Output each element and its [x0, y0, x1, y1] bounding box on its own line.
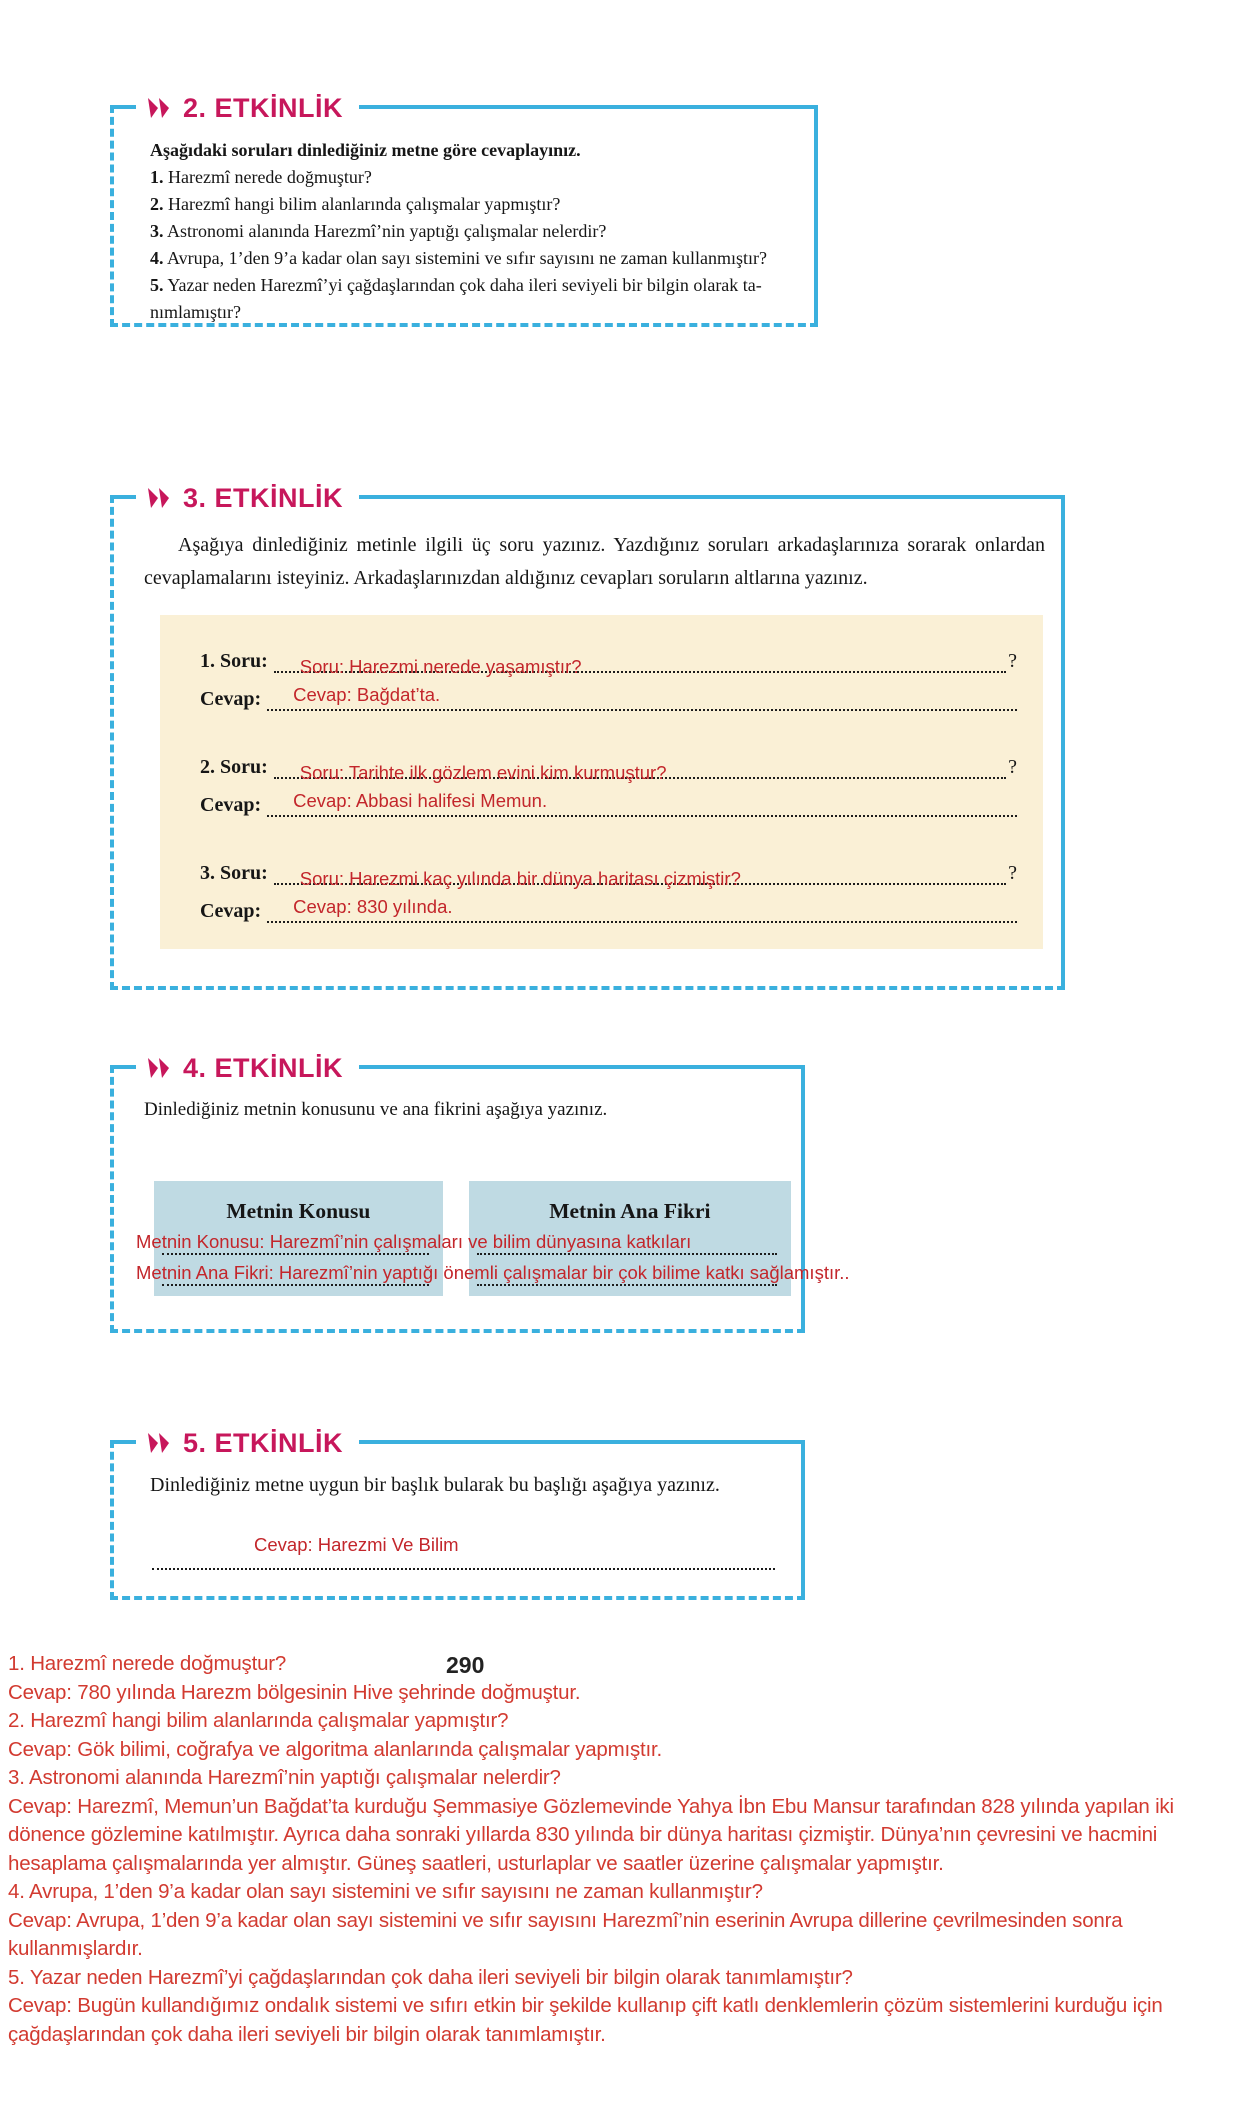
- activity-title: 3. ETKİNLİK: [183, 482, 344, 513]
- double-arrow-icon: [144, 487, 174, 509]
- question-item: [150, 218, 804, 245]
- question-number: 3.: [150, 221, 164, 241]
- soru-row: [200, 855, 1017, 889]
- question-number: 5.: [150, 275, 164, 295]
- soru-answer-ink: Soru: Harezmi nerede yaşamıştır?: [299, 656, 582, 677]
- activity-5-header: [136, 1423, 359, 1463]
- cevap-label: Cevap:: [200, 688, 262, 710]
- soru-label: 2. Soru:: [200, 756, 268, 778]
- question-text: Astronomi alanında Harezmî’nin yaptığı çalışmalar nelerdir?: [167, 221, 607, 241]
- soru-label: 1. Soru:: [200, 650, 268, 672]
- answer-key-line: 2. Harezmî hangi bilim alanlarında çalışmalar yapmıştır?: [8, 1709, 509, 1732]
- cevap-answer-ink: Cevap: 830 yılında.: [293, 896, 453, 917]
- activity-4-header: [136, 1048, 359, 1088]
- question-text: Yazar neden Harezmî’yi çağdaşlarından çok daha ileri seviyeli bir bilgin olarak ta-nımlamıştır?: [150, 275, 762, 322]
- soru-write-in-line: [274, 853, 1006, 889]
- answer-key-line: 1. Harezmî nerede doğmuştur?: [8, 1652, 287, 1675]
- topic-boxes-row: [136, 1181, 850, 1296]
- soru-write-in-line: [274, 641, 1006, 677]
- cevap-answer-ink: Cevap: Abbasi halifesi Memun.: [293, 790, 548, 811]
- activity-3-body: [114, 499, 1061, 949]
- answer-key: [8, 1650, 1236, 2049]
- activity-3: [110, 482, 1065, 990]
- activity-4-body: [114, 1069, 850, 1296]
- cevap-row: [200, 787, 1017, 817]
- question-item: [150, 164, 804, 191]
- activity-intro: Dinlediğiniz metnin konusunu ve ana fikrini aşağıya yazınız.: [144, 1099, 608, 1120]
- activity-title: 2. ETKİNLİK: [183, 92, 344, 123]
- answer-key-line: 4. Avrupa, 1’den 9’a kadar olan sayı sistemini ve sıfır sayısını ne zaman kullanmıştır?: [8, 1880, 763, 1903]
- double-arrow-icon: [144, 97, 174, 119]
- cevap-row: [200, 681, 1017, 711]
- activity-5: [110, 1427, 805, 1600]
- activity-2-header: [136, 88, 359, 128]
- activity-title: 4. ETKİNLİK: [183, 1052, 344, 1083]
- answer-key-line: Cevap: Bugün kullandığımız ondalık sistemi ve sıfırı etkin bir şekilde kullanıp çift katlı denklemlerin çözüm sistemlerini kurduğu için çağdaşlarından çok daha ileri seviyeli bir bilgin olarak tanımlamıştır.: [8, 1994, 1163, 2046]
- cevap-write-in-line: [267, 785, 1017, 817]
- question-item: [150, 272, 804, 326]
- activity-2-body: [114, 109, 814, 326]
- qa-pair: [200, 643, 1017, 711]
- activity-4: [110, 1052, 850, 1333]
- activity-2: [110, 92, 818, 327]
- answer-key-line: Cevap: Gök bilimi, coğrafya ve algoritma alanlarında çalışmalar yapmıştır.: [8, 1737, 663, 1761]
- question-number: 2.: [150, 194, 164, 214]
- cevap-write-in-line: [267, 891, 1017, 923]
- question-text: Avrupa, 1’den 9’a kadar olan sayı sistemini ve sıfır sayısını ne zaman kullanmıştır?: [167, 248, 768, 268]
- title-write-in-line: [152, 1568, 775, 1570]
- answer-key-line: Cevap: Harezmî, Memun’un Bağdat’ta kurduğu Şemmasiye Gözlemevinde Yahya İbn Ebu Mansur tarafından 828 yılında yapılan iki dönence gözlemine katılmıştır. Ayrıca daha sonraki yıllarda 830 yılında bir dünya haritası çizmiştir. Dünya’nın çevresini ve hacmini hesaplama çalışmalarında yer almıştır. Güneş saatleri, usturlaplar ve saatler üzerine çalışmalar yapmıştır.: [8, 1794, 1174, 1875]
- question-number: 4.: [150, 248, 164, 268]
- cevap-label: Cevap:: [200, 900, 262, 922]
- question-number: 1.: [150, 167, 164, 187]
- qa-pair: [200, 749, 1017, 817]
- soru-row: [200, 643, 1017, 677]
- question-text: Harezmî hangi bilim alanlarında çalışmalar yapmıştır?: [168, 194, 561, 214]
- double-arrow-icon: [144, 1057, 174, 1079]
- main-idea-answer-ink: Metnin Ana Fikri: Harezmî’nin yaptığı önemli çalışmalar bir çok bilime katkı sağlamıştır..: [136, 1262, 850, 1283]
- cevap-write-in-line: [267, 679, 1017, 711]
- question-text: Harezmî nerede doğmuştur?: [168, 167, 372, 187]
- soru-question-mark: ?: [1008, 650, 1017, 672]
- activity-title: 5. ETKİNLİK: [183, 1427, 344, 1458]
- activity-intro: Aşağıya dinlediğiniz metinle ilgili üç soru yazınız. Yazdığınız soruları arkadaşlarınıza sorarak onlardan cevaplamalarını isteyiniz. Arkadaşlarınızdan aldığınız cevapları soruların altlarına yazınız.: [144, 534, 1045, 589]
- answer-key-line: 3. Astronomi alanında Harezmî’nin yaptığı çalışmalar nelerdir?: [8, 1766, 561, 1789]
- soru-row: [200, 749, 1017, 783]
- answer-key-line: Cevap: 780 yılında Harezm bölgesinin Hive şehrinde doğmuştur.: [8, 1680, 581, 1704]
- main-idea-box-heading: Metnin Ana Fikri: [549, 1199, 711, 1223]
- cevap-answer-ink: Cevap: Bağdat’ta.: [293, 684, 441, 705]
- soru-answer-ink: Soru: Tarihte ilk gözlem evini kim kurmuştur?: [299, 762, 667, 783]
- answer-key-line: 5. Yazar neden Harezmî’yi çağdaşlarından çok daha ileri seviyeli bir bilgin olarak tanımlamıştır?: [8, 1965, 853, 1989]
- qa-pair: [200, 855, 1017, 923]
- activity-intro: Aşağıdaki soruları dinlediğiniz metne göre cevaplayınız.: [150, 140, 581, 160]
- soru-write-in-line: [274, 747, 1006, 783]
- soru-answer-ink: Soru: Harezmi kaç yılında bir dünya haritası çizmiştir?: [299, 868, 741, 889]
- cevap-row: [200, 893, 1017, 923]
- title-answer-ink: Cevap: Harezmi Ve Bilim: [254, 1534, 459, 1555]
- soru-question-mark: ?: [1008, 756, 1017, 778]
- soru-label: 3. Soru:: [200, 862, 268, 884]
- topic-answer-ink: Metnin Konusu: Harezmî’nin çalışmaları ve bilim dünyasına katkıları: [136, 1231, 692, 1252]
- question-item: [150, 191, 804, 218]
- answer-key-line: Cevap: Avrupa, 1’den 9’a kadar olan sayı sistemini ve sıfır sayısını Harezmî’nin eserinin Avrupa dillerine çevrilmesinden sonra kullanmışlardır.: [8, 1908, 1123, 1960]
- page-number: 290: [446, 1652, 485, 1678]
- activity-intro: Dinlediğiniz metne uygun bir başlık bularak bu başlığı aşağıya yazınız.: [150, 1474, 720, 1496]
- activity-3-header: [136, 478, 359, 518]
- double-arrow-icon: [144, 1432, 174, 1454]
- cevap-label: Cevap:: [200, 794, 262, 816]
- soru-question-mark: ?: [1008, 862, 1017, 884]
- topic-box-heading: Metnin Konusu: [226, 1199, 371, 1223]
- question-item: [150, 245, 804, 272]
- cream-panel: [160, 615, 1043, 949]
